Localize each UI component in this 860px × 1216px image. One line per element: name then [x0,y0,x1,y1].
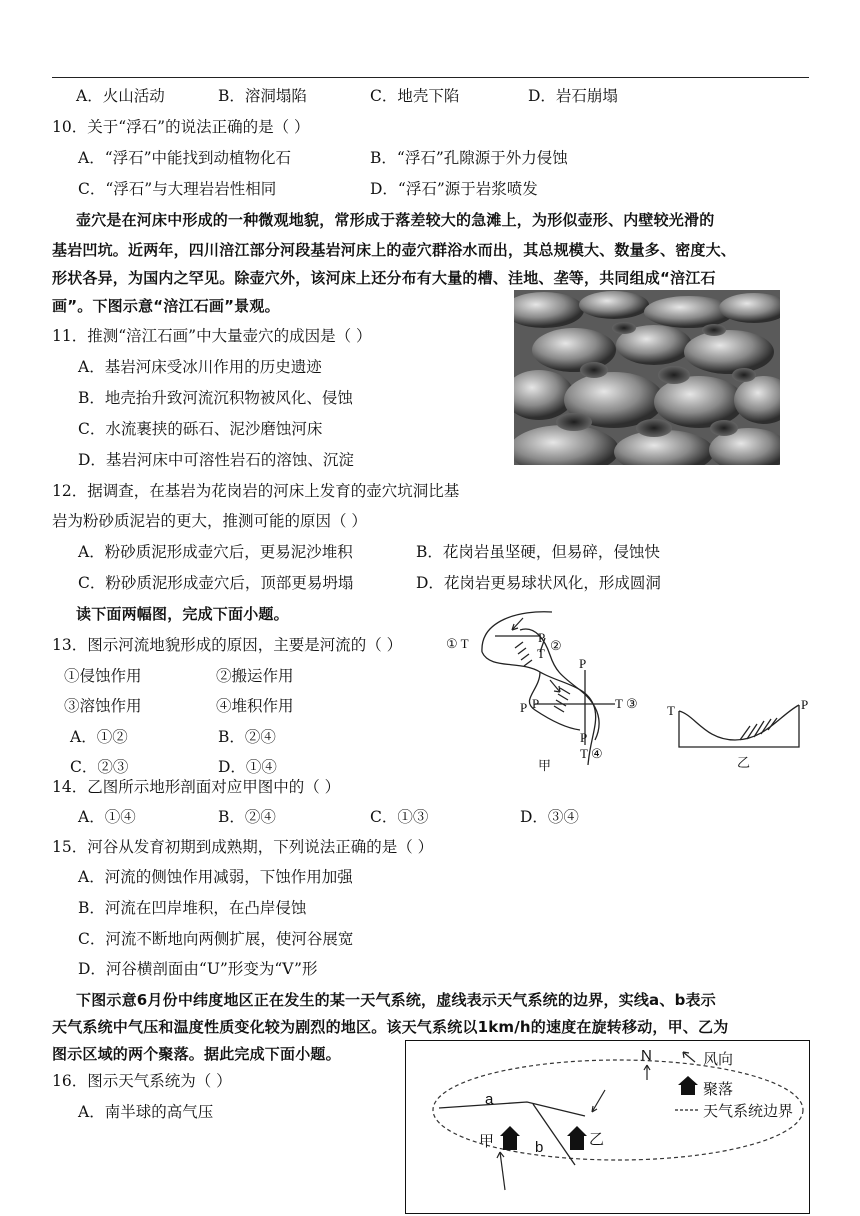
passage1-line4: 画”。下图示意“涪江石画”景观。 [52,297,280,315]
figure-jia-river-map [440,600,650,780]
legend-boundary: 天气系统边界 [703,1103,794,1120]
q11-option-a: A．基岩河床受冰川作用的历史遗迹 [78,358,322,376]
label-t4: T ④ [580,746,603,761]
q14-option-d: D．③④ [520,808,579,826]
q12-option-d: D．花岗岩更易球状风化，形成圆洞 [416,574,661,592]
weather-system-figure [405,1040,815,1214]
legend-settlement: 聚落 [703,1081,734,1098]
caption-yi: 乙 [737,755,751,770]
wind-arrow-icon-1 [500,1152,505,1190]
q12-option-c: C．粉砂质泥形成壶穴后，顶部更易坍塌 [78,574,354,592]
q10-option-d: D．“浮石”源于岩浆喷发 [370,180,538,198]
q10-option-b: B．“浮石”孔隙源于外力侵蚀 [370,149,568,167]
q12-option-b: B．花岗岩虽坚硬，但易碎，侵蚀快 [416,543,660,561]
caption-jia: 甲 [538,758,552,773]
label-p-right: P [579,656,587,671]
legend-wind: 风向 [703,1051,734,1068]
passage1-line2: 基岩凹坑。近两年，四川涪江部分河段基岩河床上的壶穴群浴水而出，其总规模大、数量多、密度大、 [52,241,737,259]
q13-stem: 13．图示河流地貌形成的原因，主要是河流的（ ） [52,636,403,654]
q15-stem: 15．河谷从发育初期到成熟期，下列说法正确的是（ ） [52,838,434,856]
settlement-yi-icon [567,1126,587,1150]
yi-label-t: T [667,703,675,718]
q15-option-c: C．河流不断地向两侧扩展，使河谷展宽 [78,930,354,948]
label-p-top: P [538,630,546,645]
q12-stem-line2: 岩为粉砂质泥岩的更大，推测可能的原因（ ） [52,512,367,530]
q13-item-1: ①侵蚀作用 [64,667,142,685]
stone-texture [514,290,780,465]
passage1-line3: 形状各异，为国内之罕见。除壶穴外，该河床上还分布有大量的槽、洼地、垄等，共同组成“涪江石 [52,269,716,287]
hatch-upper [515,642,532,666]
yi-label-p: P [801,697,809,712]
legend-settlement-icon [678,1076,698,1095]
q14-option-c: C．①③ [370,808,429,826]
q9-option-d: D．岩石崩塌 [528,87,618,105]
header-rule [52,77,809,78]
label-yi: 乙 [589,1131,605,1148]
q10-stem: 10．关于“浮石”的说法正确的是（ ） [52,118,310,136]
q14-option-b: B．②④ [218,808,276,826]
settlement-jia-icon [500,1126,520,1150]
label-p-mid: P [532,696,540,711]
q12-option-a: A．粉砂质泥形成壶穴后，更易泥沙堆积 [78,543,353,561]
label-t3: T ③ [615,696,638,711]
line-a [439,1102,585,1116]
q10-option-a: A．“浮石”中能找到动植物化石 [78,149,292,167]
q9-option-b: B．溶洞塌陷 [218,87,307,105]
passage3-line2: 天气系统中气压和温度性质变化较为剧烈的地区。该天气系统以1km/h的速度在旋转移动，甲、乙为 [52,1018,729,1036]
q13-item-2: ②搬运作用 [216,667,294,685]
q10-option-c: C．“浮石”与大理岩岩性相同 [78,180,277,198]
label-p-left: P [520,700,528,715]
q13-option-b: B．②④ [218,728,276,746]
label-2: ② [550,638,562,653]
label-t2: T [537,646,545,661]
q13-option-a: A．①② [70,728,128,746]
q11-option-d: D．基岩河床中可溶性岩石的溶蚀、沉淀 [78,451,354,469]
label-a: a [485,1091,494,1108]
figure-yi-cross-section [665,695,815,770]
q15-option-b: B．河流在凹岸堆积，在凸岸侵蚀 [78,899,307,917]
q13-option-c: C．②③ [70,758,129,776]
label-p-bottom: P [580,730,588,745]
q14-stem: 14．乙图所示地形剖面对应甲图中的（ ） [52,778,341,796]
fujiang-stone-photo [514,290,780,465]
q9-option-a: A．火山活动 [76,87,165,105]
passage3-line3: 图示区域的两个聚落。据此完成下面小题。 [52,1045,341,1063]
legend-wind-icon [683,1052,695,1062]
q15-option-a: A．河流的侧蚀作用减弱，下蚀作用加强 [78,868,353,886]
north-label: N [641,1047,652,1064]
q11-option-b: B．地壳抬升致河流沉积物被风化、侵蚀 [78,389,353,407]
wind-arrow-icon-2 [592,1090,605,1112]
label-t1: ① T [446,636,469,651]
q11-stem: 11．推测“涪江石画”中大量壶穴的成因是（ ） [52,327,372,345]
q12-stem-line1: 12．据调查，在基岩为花岗岩的河床上发育的壶穴坑洞比基 [52,482,460,500]
q15-option-d: D．河谷横剖面由“U”形变为“V”形 [78,960,318,978]
label-b: b [535,1139,544,1156]
deposit-hatch [740,718,777,740]
q16-option-a: A．南半球的高气压 [78,1103,214,1121]
passage1-line1: 壶穴是在河床中形成的一种微观地貌，常形成于落差较大的急滩上，为形似壶形、内壁较光滑的 [76,211,715,229]
q13-option-d: D．①④ [218,758,277,776]
q13-item-4: ④堆积作用 [216,697,294,715]
q13-item-3: ③溶蚀作用 [64,697,142,715]
q14-option-a: A．①④ [78,808,136,826]
passage3-line1: 下图示意6月份中纬度地区正在发生的某一天气系统，虚线表示天气系统的边界，实线a、b表示 [76,991,716,1009]
flow-arrow-icon-2 [550,680,560,692]
label-jia: 甲 [479,1133,495,1150]
q9-option-c: C．地壳下陷 [370,87,460,105]
section-frame [679,705,799,747]
valley-profile [679,705,799,740]
q11-option-c: C．水流裹挟的砾石、泥沙磨蚀河床 [78,420,323,438]
passage2: 读下面两幅图，完成下面小题。 [76,605,289,623]
q16-stem: 16．图示天气系统为（ ） [52,1072,232,1090]
